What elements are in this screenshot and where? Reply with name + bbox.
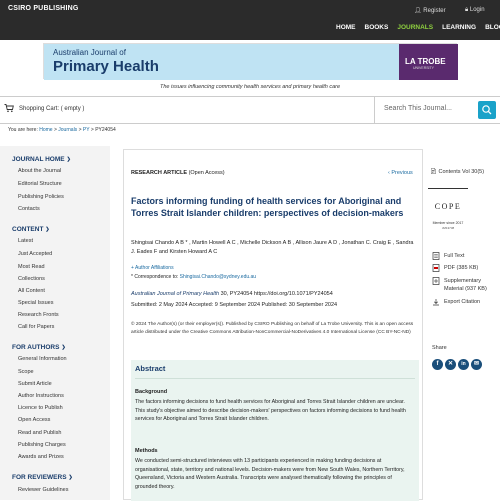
breadcrumb-current: PY24054 [95, 127, 116, 133]
cope-logo-text: COPE [434, 202, 462, 211]
chevron-right-icon: ❯ [66, 156, 71, 163]
citation [131, 291, 333, 297]
correspondence-email[interactable]: Shingisai.Chando@sydney.edu.au [179, 274, 257, 280]
sidebar-item-editorial[interactable]: Editorial Structure [18, 181, 62, 187]
sidebar-item-research-fronts[interactable]: Research Fronts [18, 312, 59, 318]
pdf-icon [432, 264, 440, 272]
toolbar [0, 96, 500, 124]
contents-icon: 📄︎ [430, 169, 437, 175]
nav-home[interactable]: HOME [336, 24, 356, 31]
sidebar-section-label[interactable]: FOR REVIEWERS [12, 474, 67, 481]
supplementary-icon [432, 277, 440, 285]
abstract-heading: Abstract [135, 364, 415, 379]
partner-logo [399, 44, 458, 80]
sidebar-section-label[interactable]: CONTENT [12, 226, 44, 233]
journal-title-line1: Australian Journal of [53, 48, 126, 57]
article-dates: Submitted: 2 May 2024 Accepted: 9 September 2024 Published: 30 September 2024 [131, 302, 338, 308]
copyright-notice: © 2024 The Author(s) (or their employer(s)). Published by CSIRO Publishing on behalf of La Trobe University. This is an open access article distributed under the Creative Commons Attribution-NonCommercial-NoDerivatives 4.0 International License (CC BY-NC-ND) [131, 322, 414, 336]
pdf-link[interactable]: PDF (385 KB) [444, 265, 479, 271]
main-nav [336, 24, 504, 31]
sidebar-item-just-accepted[interactable]: Just Accepted [18, 251, 53, 257]
supplementary-link[interactable]: Supplementary Material (937 KB) [444, 278, 487, 292]
breadcrumb-journals[interactable]: Journals [58, 127, 78, 133]
cart-icon[interactable] [4, 103, 14, 113]
cope-member: Member since 2017 [432, 221, 464, 225]
article-title: Factors informing funding of health services for Aboriginal and Torres Strait Islander children: perspectives of decision-makers [131, 196, 404, 218]
share-label: Share [432, 345, 447, 351]
search-input[interactable]: Search This Journal... [374, 97, 478, 123]
chevron-left-icon: ‹ [388, 170, 390, 176]
sidebar-item-collections[interactable]: Collections [18, 276, 45, 282]
journal-tagline: The issues influencing community health services and primary health care [159, 84, 341, 90]
sidebar-item-publishing-charges[interactable]: Publishing Charges [18, 442, 66, 448]
export-citation-link[interactable]: Export Citation [444, 299, 481, 305]
sidebar-item-general-information[interactable]: General Information [18, 356, 67, 362]
article-type-label: RESEARCH ARTICLE [131, 170, 188, 176]
sidebar-item-licence[interactable]: Licence to Publish [18, 405, 63, 411]
sidebar-item-call-for-papers[interactable]: Call for Papers [18, 324, 55, 330]
facebook-icon: f [436, 361, 439, 367]
background-text: The factors informing decisions to fund health services for Aboriginal and Torres Strait Islander children are unclear. This study's objective aimed to describe decision-makers' perspectives on factors informing decisions to fund health services for Aboriginal and Torres Strait Islander children. [135, 399, 406, 423]
sidebar-item-reviewer-guidelines[interactable]: Reviewer Guidelines [18, 487, 69, 493]
publisher-logo[interactable]: CSIRO PUBLISHING [8, 5, 79, 12]
author-affiliations-toggle[interactable]: + Author Affiliations [131, 265, 174, 271]
methods-heading: Methods [135, 448, 158, 454]
sidebar-item-read-and-publish[interactable]: Read and Publish [18, 430, 62, 436]
search-button[interactable] [478, 101, 496, 119]
cope-rule [428, 188, 468, 189]
sidebar-item-author-instructions[interactable]: Author Instructions [18, 393, 64, 399]
chevron-right-icon: ❯ [61, 344, 66, 351]
methods-text: We conducted semi-structured interviews with 13 participants experienced in making funding decisions at organisational, state, territory and national levels. Decision-makers were from New South Wales, Northern Territory, Queensland, Victoria and Western Australia. Transcripts were analysed thematically following the principles of grounded theory. [135, 458, 405, 490]
export-citation-icon [432, 298, 440, 306]
full-text-link[interactable]: Full Text [444, 253, 465, 259]
breadcrumb-separator: > [53, 127, 57, 133]
breadcrumb-separator: > [90, 127, 94, 133]
sidebar-section-content[interactable] [12, 226, 50, 233]
linkedin-icon: in [461, 361, 466, 367]
envelope-icon: ✉︎ [473, 361, 480, 367]
contents-link[interactable] [430, 169, 484, 175]
register-link[interactable]: 👤︎ Register [414, 8, 446, 14]
breadcrumb-prefix: You are here: [8, 127, 38, 133]
journal-logo [44, 44, 399, 80]
article-panel [123, 149, 423, 500]
nav-journals[interactable]: JOURNALS [397, 24, 434, 31]
breadcrumb-separator: > [78, 127, 82, 133]
chevron-right-icon: ❯ [45, 226, 50, 233]
breadcrumb [8, 127, 116, 133]
partner-sub: UNIVERSITY [413, 66, 435, 70]
partner-name: LA TROBE [405, 57, 446, 66]
search-icon [478, 101, 496, 119]
journal-title-line2: Primary Health [53, 58, 159, 75]
sidebar-item-latest[interactable]: Latest [18, 238, 33, 244]
sidebar-item-all-content[interactable]: All Content [18, 288, 45, 294]
previous-label[interactable]: Previous [391, 170, 413, 176]
sidebar [0, 146, 110, 500]
sidebar-item-about[interactable]: About the Journal [18, 168, 62, 174]
sidebar-item-special-issues[interactable]: Special Issues [18, 300, 54, 306]
chevron-right-icon: ❯ [68, 474, 73, 481]
contents-label[interactable]: Contents Vol 30(5) [438, 169, 485, 175]
login-label[interactable]: Login [469, 7, 485, 13]
sidebar-item-open-access[interactable]: Open Access [18, 417, 51, 423]
sidebar-item-most-read[interactable]: Most Read [18, 264, 45, 270]
cope-id: JM13738 [441, 226, 455, 230]
sidebar-section-label[interactable]: JOURNAL HOME [12, 156, 65, 163]
nav-learning[interactable]: LEARNING [442, 24, 477, 31]
previous-link[interactable] [388, 170, 413, 176]
linkedin-share-button[interactable] [458, 359, 469, 370]
sidebar-item-policies[interactable]: Publishing Policies [18, 194, 64, 200]
sidebar-item-awards[interactable]: Awards and Prizes [18, 454, 64, 460]
sidebar-section-for-reviewers[interactable] [12, 474, 73, 481]
sidebar-item-contacts[interactable]: Contacts [18, 206, 40, 212]
breadcrumb-home[interactable]: Home [39, 127, 53, 133]
x-share-button[interactable] [445, 359, 456, 370]
full-text-icon [432, 252, 440, 260]
background-heading: Background [135, 389, 168, 395]
email-share-button[interactable] [471, 359, 482, 370]
sidebar-item-submit-article[interactable]: Submit Article [18, 381, 52, 387]
citation-details[interactable]: 30, PY24054 https://doi.org/10.1071/PY24054 [220, 291, 333, 297]
access-label: (Open Access) [188, 170, 225, 176]
top-bar [0, 0, 504, 40]
author-list[interactable]: Shingisai Chando A B * , Martin Howell A C , Michelle Dickson A B , Allison Jaure A D , Jonathan C. Craig E , Sandra J. Eades F and Kirsten Howard A C [131, 240, 414, 255]
x-icon: ✕ [447, 361, 454, 367]
register-label[interactable]: Register [423, 8, 446, 14]
sidebar-section-journal-home[interactable] [12, 156, 71, 163]
facebook-share-button[interactable] [432, 359, 443, 370]
sidebar-section-label[interactable]: FOR AUTHORS [12, 344, 60, 351]
login-link[interactable]: 🔒︎ Login [465, 7, 485, 13]
correspondence [131, 274, 256, 280]
correspondence-label: * Correspondence to: [131, 274, 179, 280]
article-type [131, 170, 225, 176]
breadcrumb-py[interactable]: PY [82, 127, 90, 133]
journal-banner[interactable] [43, 43, 457, 79]
journal-name: Australian Journal of Primary Health [131, 291, 220, 297]
sidebar-item-scope[interactable]: Scope [18, 369, 34, 375]
nav-blog[interactable]: BLOG [485, 24, 504, 31]
abstract-box [131, 360, 419, 501]
nav-books[interactable]: BOOKS [364, 24, 389, 31]
cope-badge[interactable] [428, 188, 468, 236]
shopping-cart[interactable]: Shopping Cart: ( empty ) [19, 106, 85, 112]
sidebar-section-for-authors[interactable] [12, 344, 66, 351]
